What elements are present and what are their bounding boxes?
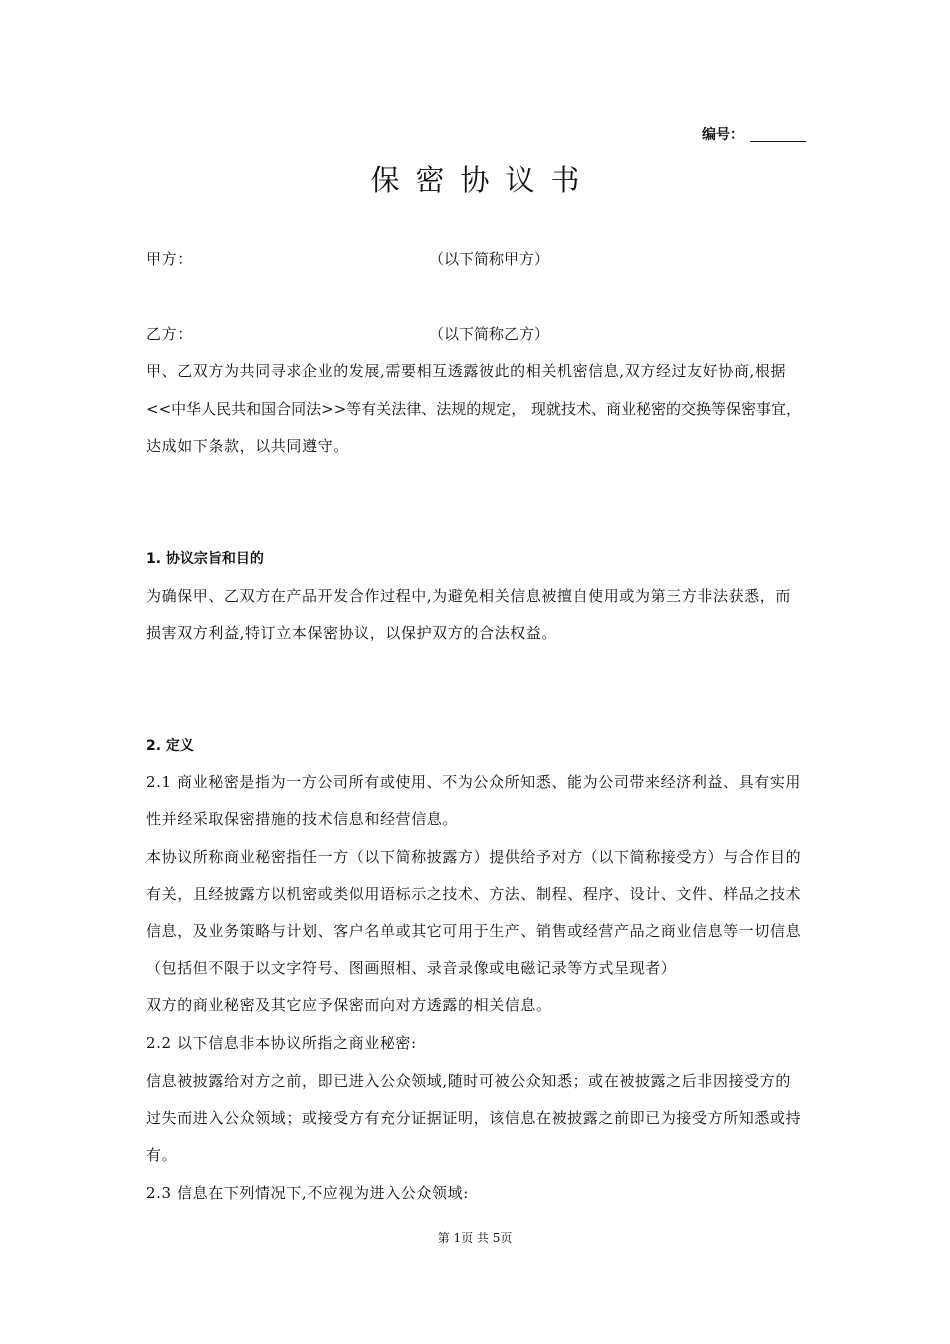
party-a-label: 甲方： [146, 250, 193, 268]
section-2-line: 2.1 商业秘密是指为一方公司所有或使用、不为公众所知悉、能为公司带来经济利益、具有实用 [146, 773, 802, 791]
page-footer: 第 1页 共 5页 [437, 1231, 513, 1245]
document-number-label: 编号： [702, 127, 744, 143]
preamble-line: 甲、乙双方为共同寻求企业的发展,需要相互透露彼此的相关机密信息,双方经过友好协商,根据 [146, 362, 787, 380]
section-2-line: 2.2 以下信息非本协议所指之商业秘密: [146, 1034, 417, 1052]
preamble-line: <<中华人民共和国合同法>>等有关法律、法规的规定， 现就技术、商业秘密的交换等保密事宜， [146, 400, 802, 418]
section-2-line: 双方的商业秘密及其它应予保密而向对方透露的相关信息。 [146, 996, 552, 1014]
section-2-line: 有。 [146, 1146, 178, 1164]
section-1-line: 损害双方利益,特订立本保密协议，以保护双方的合法权益。 [146, 624, 557, 642]
section-2-line: 本协议所称商业秘密指任一方（以下简称披露方）提供给予对方（以下简称接受方）与合作目的 [146, 848, 802, 866]
section-1-heading: 1. 协议宗旨和目的 [146, 551, 264, 567]
section-2-line: 2.3 信息在下列情况下,不应视为进入公众领域: [146, 1184, 469, 1202]
section-2-line: 信息，及业务策略与计划、客户名单或其它可用于生产、销售或经营产品之商业信息等一切信息 [146, 922, 802, 940]
section-1-line: 为确保甲、乙双方在产品开发合作过程中,为避免相关信息被擅自使用或为第三方非法获悉，而 [146, 587, 791, 605]
section-2-line: 过失而进入公众领域；或接受方有充分证据证明，该信息在被披露之前即已为接受方所知悉或持 [146, 1109, 802, 1127]
document-title: 保密协议书 [370, 163, 596, 197]
section-2-line: 有关，且经披露方以机密或类似用语标示之技术、方法、制程、程序、设计、文件、样品之技术 [146, 885, 802, 903]
party-b-label: 乙方： [146, 325, 193, 343]
section-2-line: 性并经采取保密措施的技术信息和经营信息。 [146, 810, 459, 828]
party-a-note: （以下简称甲方） [429, 250, 550, 268]
section-2-line: （包括但不限于以文字符号、图画照相、录音录像或电磁记录等方式呈现者） [146, 959, 677, 977]
section-2-line: 信息被披露给对方之前，即已进入公众领域,随时可被公众知悉；或在被披露之后非因接受方的 [146, 1072, 791, 1090]
section-2-heading: 2. 定义 [146, 738, 194, 754]
party-b-note: （以下简称乙方） [429, 325, 550, 343]
document-number-blank [750, 141, 806, 142]
preamble-line: 达成如下条款，以共同遵守。 [146, 437, 349, 455]
